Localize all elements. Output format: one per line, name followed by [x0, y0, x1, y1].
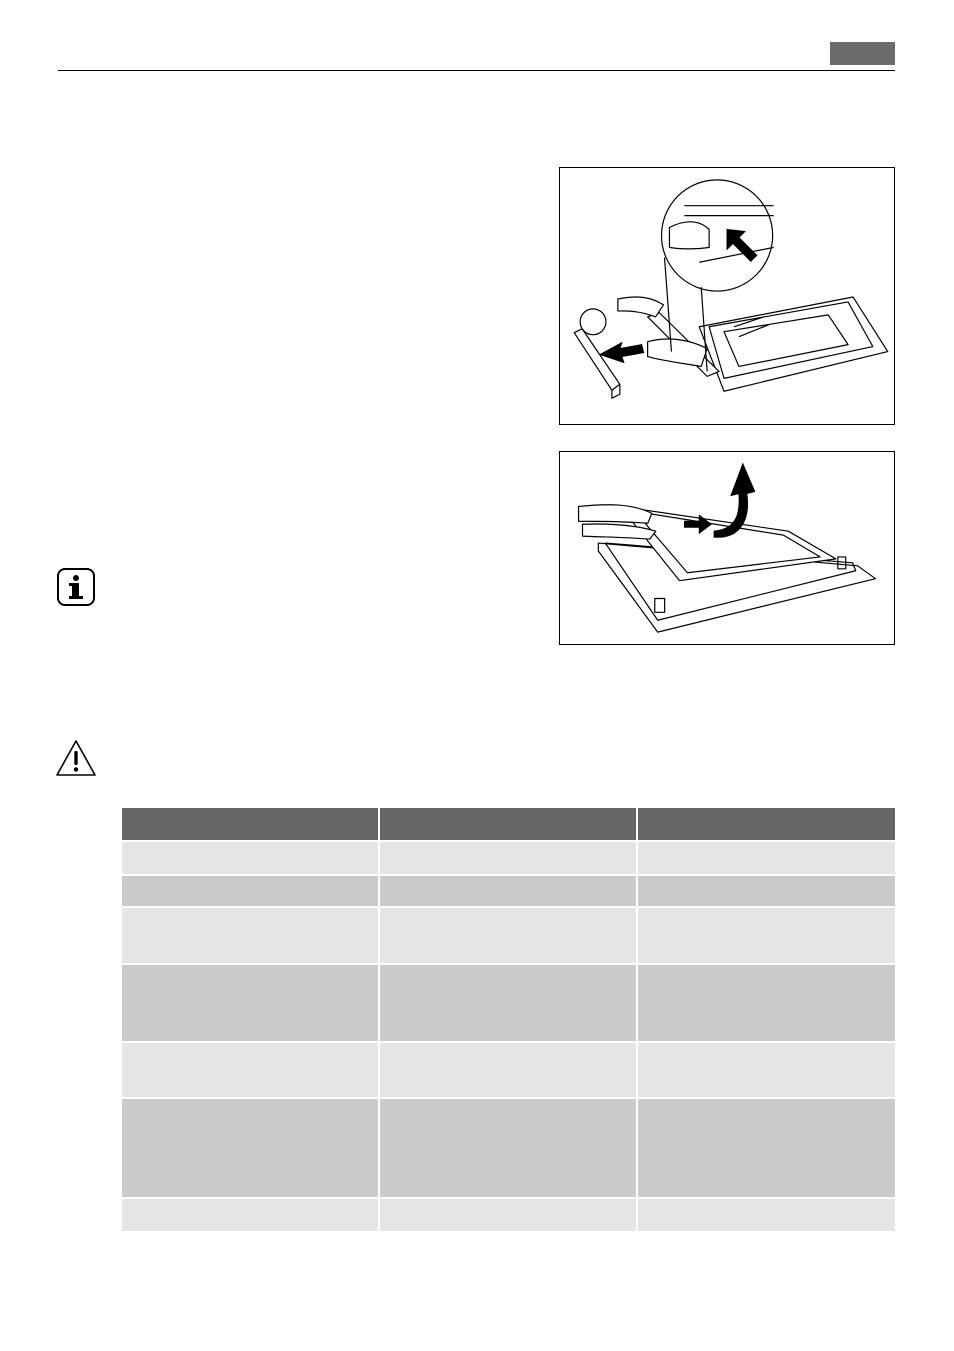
- table-cell: [122, 1043, 378, 1097]
- info-icon: [56, 567, 96, 607]
- table-cell: [380, 876, 636, 906]
- lift-out-door-glass-drawing: [560, 452, 894, 644]
- warning-triangle-icon: [55, 738, 95, 778]
- table-cell: [638, 908, 895, 963]
- step-marker-circle: [580, 309, 606, 335]
- table-header-cell: [380, 808, 636, 840]
- table-cell: [122, 876, 378, 906]
- table-cell: [122, 965, 378, 1041]
- table-cell: [380, 1199, 636, 1231]
- table-cell: [638, 876, 895, 906]
- troubleshooting-table: [122, 808, 895, 1231]
- remove-door-trim-illustration: [559, 167, 895, 425]
- table-cell: [638, 1199, 895, 1231]
- table-cell: [638, 842, 895, 874]
- table-cell: [122, 1199, 378, 1231]
- table-cell: [380, 965, 636, 1041]
- table-cell: [380, 1099, 636, 1197]
- table-cell: [380, 908, 636, 963]
- table-header-cell: [122, 808, 378, 840]
- remove-door-trim-drawing: [560, 168, 894, 424]
- table-cell: [122, 908, 378, 963]
- table-cell: [638, 1043, 895, 1097]
- lift-out-door-glass-illustration: [559, 451, 895, 645]
- table-header-cell: [638, 808, 895, 840]
- header-tab: [830, 42, 895, 65]
- table-cell: [380, 842, 636, 874]
- header-rule: [58, 70, 895, 71]
- table-cell: [122, 842, 378, 874]
- table-cell: [380, 1043, 636, 1097]
- table-cell: [122, 1099, 378, 1197]
- table-cell: [638, 965, 895, 1041]
- table-cell: [638, 1099, 895, 1197]
